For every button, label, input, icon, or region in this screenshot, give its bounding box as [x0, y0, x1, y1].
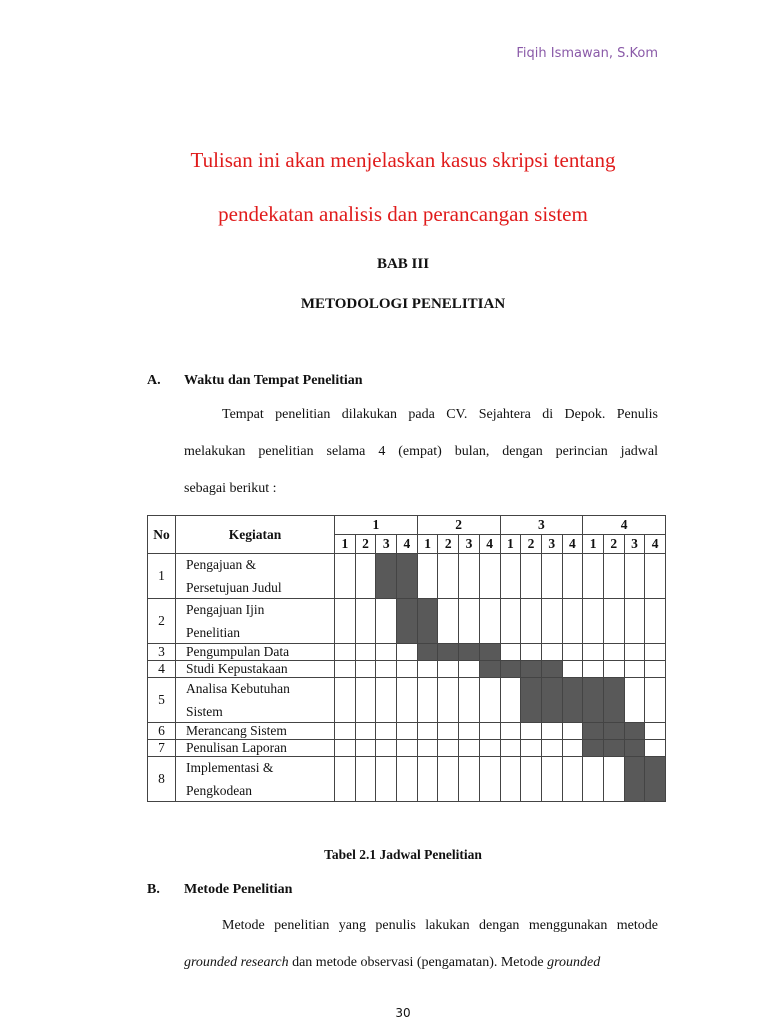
schedule-cell [603, 644, 624, 661]
header-week: 2 [521, 535, 542, 554]
section-a-title: Waktu dan Tempat Penelitian [184, 373, 363, 388]
schedule-cell [645, 678, 666, 723]
schedule-cell [479, 740, 500, 757]
italic-term: grounded research [184, 955, 289, 970]
schedule-cell [335, 554, 356, 599]
schedule-cell [376, 723, 397, 740]
schedule-cell-active [479, 661, 500, 678]
header-week: 3 [624, 535, 645, 554]
header-week: 4 [645, 535, 666, 554]
header-week: 1 [583, 535, 604, 554]
chapter-title: METODOLOGI PENELITIAN [300, 296, 506, 312]
schedule-cell [583, 554, 604, 599]
schedule-cell [521, 723, 542, 740]
schedule-cell [541, 723, 562, 740]
schedule-cell-active [397, 554, 418, 599]
schedule-cell [500, 757, 521, 802]
schedule-cell-active [541, 678, 562, 723]
schedule-cell [335, 678, 356, 723]
activity-line: Implementasi & [186, 759, 274, 775]
row-number: 3 [148, 644, 176, 661]
schedule-cell [562, 723, 583, 740]
schedule-cell [459, 740, 480, 757]
schedule-cell [397, 644, 418, 661]
activity-line: Penelitian [186, 625, 240, 640]
schedule-table [147, 515, 666, 802]
schedule-cell [376, 678, 397, 723]
schedule-cell [583, 757, 604, 802]
schedule-cell-active [376, 554, 397, 599]
schedule-cell [521, 644, 542, 661]
row-number: 2 [148, 599, 176, 644]
activity-line: Studi Kepustakaan [186, 661, 288, 677]
schedule-cell [562, 757, 583, 802]
schedule-cell-active [562, 678, 583, 723]
row-number: 4 [148, 661, 176, 678]
schedule-cell-active [521, 661, 542, 678]
schedule-cell [397, 661, 418, 678]
table-row [148, 599, 666, 644]
schedule-cell [397, 723, 418, 740]
schedule-cell-active [603, 678, 624, 723]
activity-line: Pengumpulan Data [186, 644, 290, 660]
activity-name [176, 723, 335, 740]
schedule-cell [397, 678, 418, 723]
schedule-cell [355, 644, 376, 661]
activity-name [176, 757, 335, 802]
author-header: Fiqih Ismawan, S.Kom [516, 46, 658, 61]
schedule-cell [479, 678, 500, 723]
schedule-cell-active [603, 740, 624, 757]
schedule-cell [417, 661, 438, 678]
schedule-cell [479, 599, 500, 644]
schedule-cell [376, 740, 397, 757]
schedule-cell [355, 757, 376, 802]
schedule-cell-active [583, 740, 604, 757]
header-month: 1 [335, 516, 418, 535]
schedule-cell-active [397, 599, 418, 644]
schedule-cell [355, 740, 376, 757]
header-week: 2 [438, 535, 459, 554]
header-week: 1 [417, 535, 438, 554]
schedule-cell-active [521, 678, 542, 723]
activity-name [176, 678, 335, 723]
schedule-cell [438, 723, 459, 740]
schedule-cell [500, 644, 521, 661]
header-week: 4 [562, 535, 583, 554]
header-week: 3 [459, 535, 480, 554]
table-caption: Tabel 2.1 Jadwal Penelitian [324, 847, 482, 862]
header-no: No [148, 516, 176, 554]
schedule-cell [376, 661, 397, 678]
schedule-cell [438, 554, 459, 599]
schedule-cell [397, 740, 418, 757]
header-week: 3 [541, 535, 562, 554]
schedule-cell [459, 678, 480, 723]
schedule-cell [417, 723, 438, 740]
page-number: 30 [395, 1006, 411, 1020]
schedule-cell [541, 740, 562, 757]
schedule-cell [562, 554, 583, 599]
activity-line: Pengajuan & [186, 556, 257, 572]
schedule-cell [479, 757, 500, 802]
section-a-letter: A. [147, 373, 161, 388]
schedule-cell [438, 678, 459, 723]
schedule-cell [397, 757, 418, 802]
schedule-cell-active [459, 644, 480, 661]
schedule-cell [562, 661, 583, 678]
section-b-letter: B. [147, 882, 160, 897]
schedule-cell [500, 740, 521, 757]
schedule-cell [624, 661, 645, 678]
schedule-cell [500, 723, 521, 740]
schedule-cell [562, 599, 583, 644]
schedule-cell [500, 678, 521, 723]
table-row [148, 757, 666, 802]
schedule-cell [603, 661, 624, 678]
schedule-cell [645, 723, 666, 740]
schedule-cell [562, 740, 583, 757]
schedule-cell [355, 723, 376, 740]
schedule-cell [624, 554, 645, 599]
header-month: 2 [417, 516, 500, 535]
schedule-cell [417, 740, 438, 757]
activity-line: Persetujuan Judul [186, 580, 282, 595]
schedule-cell [645, 740, 666, 757]
schedule-cell [335, 757, 356, 802]
schedule-cell [541, 554, 562, 599]
schedule-cell [355, 678, 376, 723]
schedule-cell-active [583, 678, 604, 723]
schedule-cell [438, 740, 459, 757]
italic-term: grounded [547, 955, 601, 970]
schedule-cell [583, 644, 604, 661]
schedule-cell [624, 644, 645, 661]
schedule-cell-active [417, 599, 438, 644]
schedule-cell [645, 599, 666, 644]
schedule-cell [417, 678, 438, 723]
schedule-cell [500, 599, 521, 644]
paragraph-a-line-1: Tempat penelitian dilakukan pada CV. Sejahtera di Depok. Penulis [222, 407, 658, 422]
row-number: 6 [148, 723, 176, 740]
schedule-cell [583, 661, 604, 678]
table-row [148, 554, 666, 599]
schedule-cell [624, 599, 645, 644]
schedule-cell [521, 554, 542, 599]
schedule-cell [624, 678, 645, 723]
schedule-cell [459, 554, 480, 599]
paragraph-b-line-1: Metode penelitian yang penulis lakukan dengan menggunakan metode [222, 918, 658, 933]
activity-name [176, 599, 335, 644]
activity-line: Merancang Sistem [186, 723, 287, 739]
schedule-cell [479, 723, 500, 740]
schedule-cell-active [583, 723, 604, 740]
schedule-cell [645, 644, 666, 661]
activity-name [176, 661, 335, 678]
activity-line: Analisa Kebutuhan [186, 680, 290, 696]
header-week: 2 [355, 535, 376, 554]
row-number: 1 [148, 554, 176, 599]
schedule-cell-active [624, 723, 645, 740]
schedule-cell [562, 644, 583, 661]
schedule-cell [335, 661, 356, 678]
schedule-cell [335, 723, 356, 740]
schedule-cell-active [645, 757, 666, 802]
header-month: 4 [583, 516, 666, 535]
schedule-cell [521, 740, 542, 757]
schedule-cell-active [624, 757, 645, 802]
paragraph-a-line-2: melakukan penelitian selama 4 (empat) bulan, dengan perincian jadwal [184, 444, 658, 459]
schedule-cell [438, 757, 459, 802]
schedule-cell [376, 757, 397, 802]
schedule-cell [541, 644, 562, 661]
schedule-cell [417, 757, 438, 802]
schedule-cell-active [479, 644, 500, 661]
schedule-cell [521, 757, 542, 802]
paragraph-b-line-2 [184, 955, 658, 971]
schedule-cell [355, 554, 376, 599]
activity-name [176, 554, 335, 599]
activity-name [176, 644, 335, 661]
headline-line-2: pendekatan analisis dan perancangan sistem [218, 202, 588, 226]
schedule-cell [376, 599, 397, 644]
activity-line: Pengkodean [186, 783, 252, 798]
schedule-cell-active [603, 723, 624, 740]
schedule-cell [417, 554, 438, 599]
schedule-cell [521, 599, 542, 644]
table-row [148, 678, 666, 723]
schedule-cell [438, 599, 459, 644]
paragraph-a-line-3: sebagai berikut : [184, 481, 277, 496]
headline-line-1: Tulisan ini akan menjelaskan kasus skripsi tentang [190, 148, 616, 172]
table-row [148, 723, 666, 740]
chapter-number: BAB III [376, 256, 430, 272]
schedule-cell [459, 757, 480, 802]
schedule-cell [541, 757, 562, 802]
schedule-cell [645, 661, 666, 678]
schedule-cell [583, 599, 604, 644]
header-week: 4 [479, 535, 500, 554]
header-month: 3 [500, 516, 583, 535]
row-number: 5 [148, 678, 176, 723]
schedule-cell [459, 661, 480, 678]
activity-line: Pengajuan Ijin [186, 601, 265, 617]
schedule-cell [355, 599, 376, 644]
header-week: 1 [500, 535, 521, 554]
schedule-cell [603, 554, 624, 599]
schedule-cell [541, 599, 562, 644]
schedule-cell-active [624, 740, 645, 757]
row-number: 8 [148, 757, 176, 802]
table-row [148, 644, 666, 661]
table-row [148, 740, 666, 757]
activity-line: Penulisan Laporan [186, 740, 287, 756]
header-week: 1 [335, 535, 356, 554]
header-week: 3 [376, 535, 397, 554]
header-week: 4 [397, 535, 418, 554]
schedule-cell [376, 644, 397, 661]
schedule-cell [459, 723, 480, 740]
schedule-cell [335, 599, 356, 644]
activity-name [176, 740, 335, 757]
text: dan metode observasi (pengamatan). Metode [288, 955, 548, 970]
table-row [148, 661, 666, 678]
schedule-cell [438, 661, 459, 678]
schedule-cell [459, 599, 480, 644]
schedule-cell-active [417, 644, 438, 661]
schedule-cell-active [438, 644, 459, 661]
schedule-cell-active [541, 661, 562, 678]
activity-line: Sistem [186, 704, 223, 719]
header-week: 2 [603, 535, 624, 554]
row-number: 7 [148, 740, 176, 757]
schedule-cell [645, 554, 666, 599]
schedule-cell [603, 599, 624, 644]
schedule-cell [335, 740, 356, 757]
section-b-title: Metode Penelitian [184, 882, 293, 897]
schedule-cell [603, 757, 624, 802]
schedule-cell [335, 644, 356, 661]
schedule-cell [355, 661, 376, 678]
schedule-cell [500, 554, 521, 599]
header-activity: Kegiatan [176, 516, 335, 554]
schedule-cell-active [500, 661, 521, 678]
schedule-cell [479, 554, 500, 599]
